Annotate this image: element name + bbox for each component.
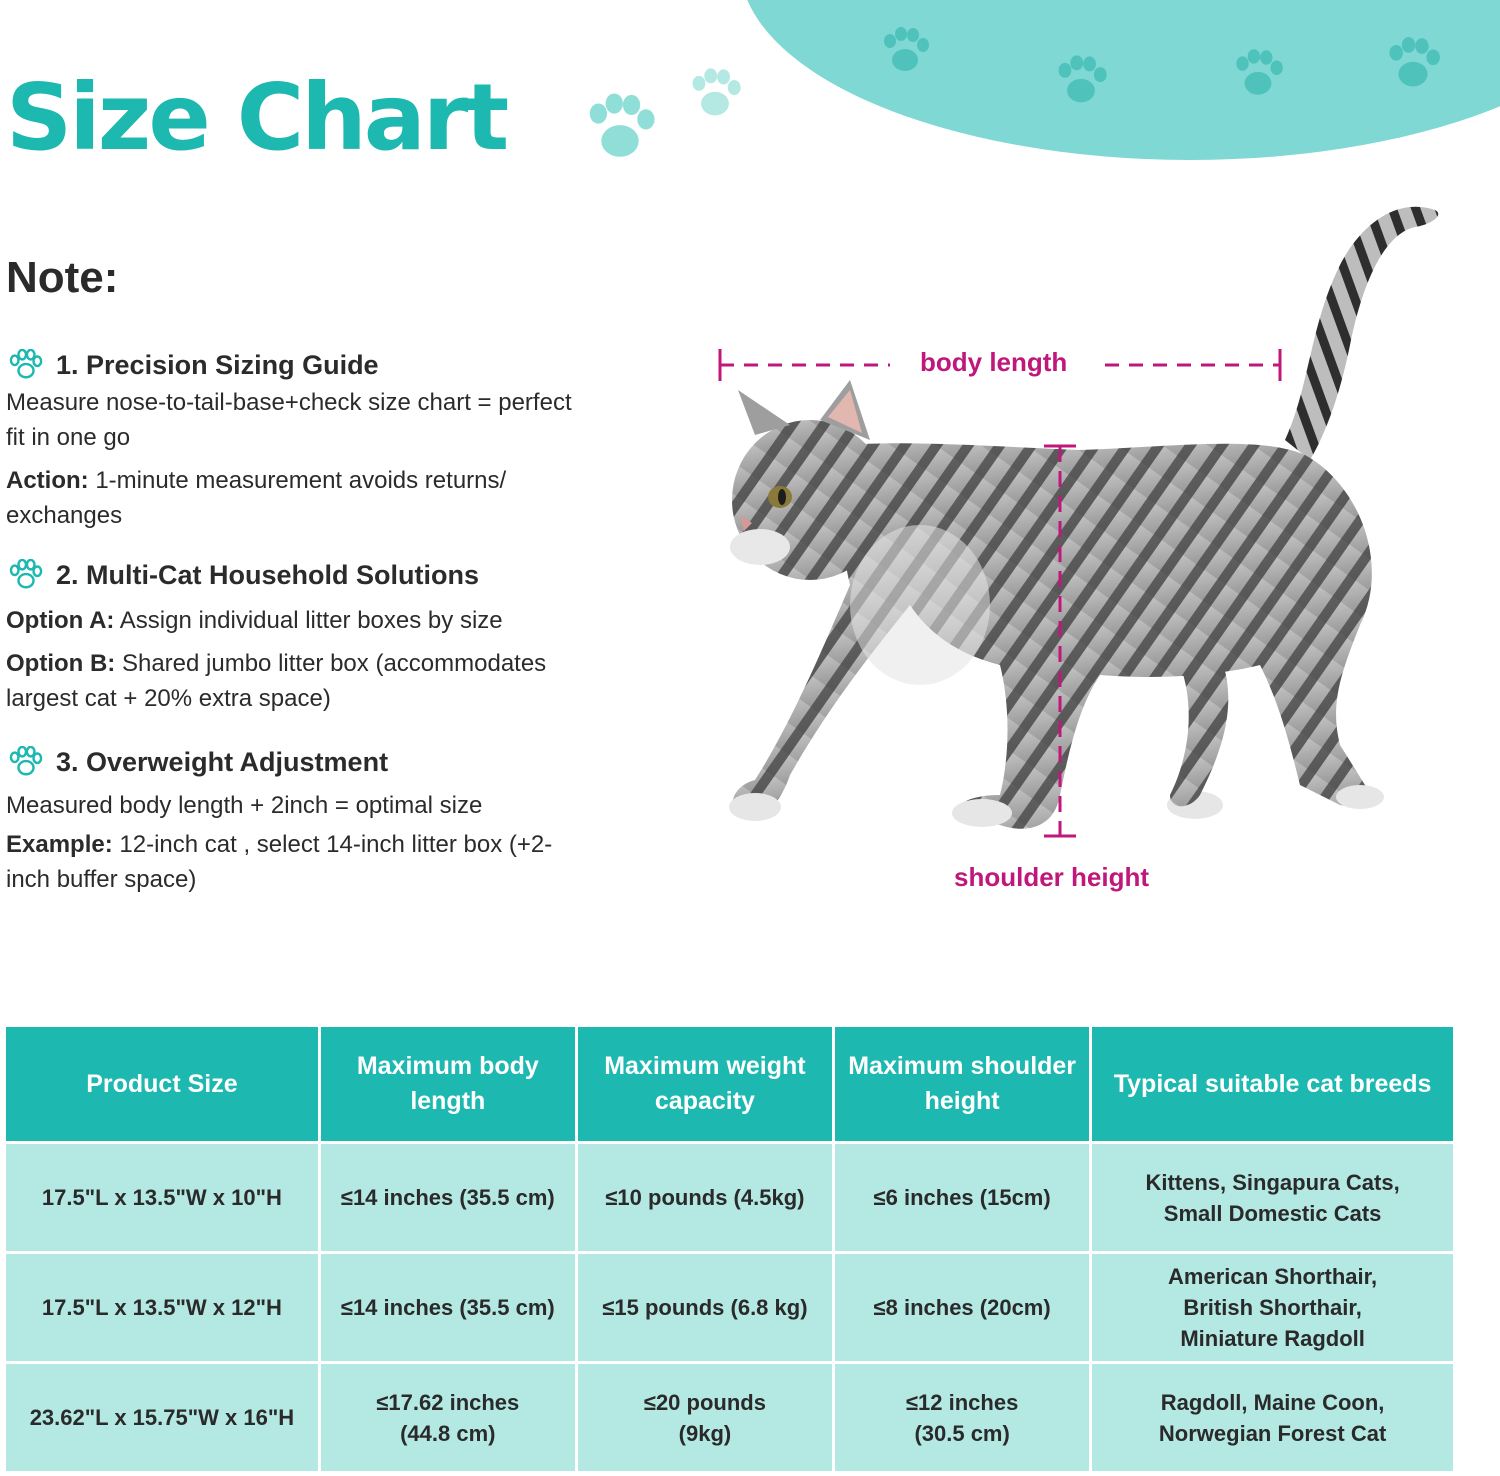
note-section bbox=[6, 345, 596, 533]
column-header: Maximum shoulder height bbox=[835, 1027, 1089, 1141]
note-text: Measure nose-to-tail-base+check size chart = perfect fit in one go bbox=[6, 389, 572, 451]
table-cell: ≤17.62 inches (44.8 cm) bbox=[321, 1364, 575, 1471]
column-header: Maximum body length bbox=[321, 1027, 575, 1141]
cat-illustration bbox=[700, 185, 1480, 905]
body-length-label: body length bbox=[920, 347, 1068, 377]
note-line bbox=[6, 827, 596, 897]
table-cell: American Shorthair, British Shorthair, Miniature Ragdoll bbox=[1092, 1254, 1453, 1361]
paw-icon bbox=[6, 559, 46, 591]
column-header: Typical suitable cat breeds bbox=[1092, 1027, 1453, 1141]
note-text: 1-minute measurement avoids returns/ exchanges bbox=[6, 467, 507, 529]
note-heading: Note: bbox=[6, 253, 119, 302]
table-cell: 17.5"L x 13.5"W x 12"H bbox=[6, 1254, 318, 1361]
page-title: Size Chart bbox=[6, 64, 507, 171]
table-cell: ≤12 inches (30.5 cm) bbox=[835, 1364, 1089, 1471]
table-cell: Kittens, Singapura Cats, Small Domestic Cats bbox=[1092, 1144, 1453, 1251]
note-line bbox=[6, 788, 596, 823]
note-label: Action: bbox=[6, 467, 89, 494]
notes-list bbox=[6, 345, 596, 897]
section-title: 2. Multi-Cat Household Solutions bbox=[56, 560, 479, 590]
paw-icon bbox=[1050, 54, 1112, 108]
note-line bbox=[6, 646, 596, 716]
note-section bbox=[6, 742, 596, 897]
note-text: Shared jumbo litter box (accommodates largest cat + 20% extra space) bbox=[6, 650, 547, 712]
body-length-measure bbox=[700, 335, 1480, 415]
note-label: Option B: bbox=[6, 650, 116, 677]
note-text: Measured body length + 2inch = optimal size bbox=[6, 792, 483, 819]
column-header: Product Size bbox=[6, 1027, 318, 1141]
note-text: Assign individual litter boxes by size bbox=[114, 607, 503, 634]
table-cell: ≤14 inches (35.5 cm) bbox=[321, 1144, 575, 1251]
table-cell: ≤6 inches (15cm) bbox=[835, 1144, 1089, 1251]
table-cell: ≤8 inches (20cm) bbox=[835, 1254, 1089, 1361]
table-cell: ≤15 pounds (6.8 kg) bbox=[578, 1254, 832, 1361]
note-section bbox=[6, 555, 596, 716]
cat-measurement-diagram bbox=[700, 185, 1480, 905]
paw-icon bbox=[6, 349, 46, 381]
table-row bbox=[6, 1364, 1453, 1471]
paw-icon bbox=[876, 26, 934, 76]
paw-icon bbox=[684, 66, 746, 122]
table-cell: ≤20 pounds (9kg) bbox=[578, 1364, 832, 1471]
table-header-row bbox=[6, 1027, 1453, 1141]
paw-icon bbox=[578, 92, 662, 164]
paw-icon bbox=[1380, 36, 1446, 92]
table-cell: ≤14 inches (35.5 cm) bbox=[321, 1254, 575, 1361]
section-heading bbox=[6, 555, 596, 595]
note-text: 12-inch cat , select 14-inch litter box (+2-inch buffer space) bbox=[6, 831, 553, 893]
note-label: Example: bbox=[6, 831, 113, 858]
section-heading bbox=[6, 345, 596, 385]
section-title: 1. Precision Sizing Guide bbox=[56, 350, 379, 380]
column-header: Maximum weight capacity bbox=[578, 1027, 832, 1141]
table-cell: Ragdoll, Maine Coon, Norwegian Forest Cat bbox=[1092, 1364, 1453, 1471]
shoulder-height-measure bbox=[1030, 440, 1090, 860]
section-heading bbox=[6, 742, 596, 782]
shoulder-height-label: shoulder height bbox=[954, 862, 1149, 892]
table-cell: 17.5"L x 13.5"W x 10"H bbox=[6, 1144, 318, 1251]
paw-icon bbox=[6, 746, 46, 778]
table-row bbox=[6, 1254, 1453, 1361]
note-label: Option A: bbox=[6, 607, 115, 634]
note-line bbox=[6, 603, 596, 638]
paw-icon bbox=[1228, 48, 1288, 100]
size-table bbox=[3, 1024, 1456, 1474]
section-title: 3. Overweight Adjustment bbox=[56, 747, 389, 777]
note-line bbox=[6, 385, 596, 455]
table-row bbox=[6, 1144, 1453, 1251]
table-cell: 23.62"L x 15.75"W x 16"H bbox=[6, 1364, 318, 1471]
note-line bbox=[6, 463, 596, 533]
table-cell: ≤10 pounds (4.5kg) bbox=[578, 1144, 832, 1251]
